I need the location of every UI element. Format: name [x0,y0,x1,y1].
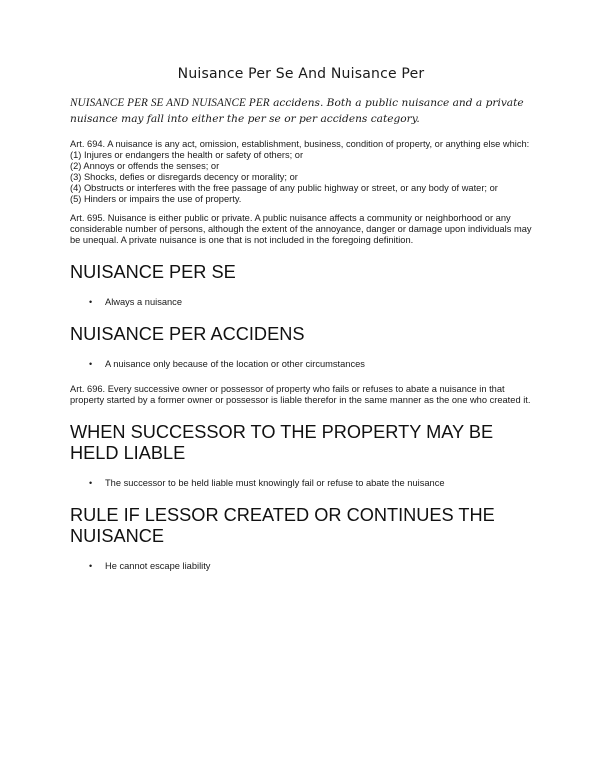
bullet-list-per-accidens [70,359,532,370]
bullet-icon: • [89,297,93,307]
intro-text: accidens. Both a public nuisance and a private nuisance may fall into either the per se or per accidens category. [70,97,524,125]
intro-paragraph [70,95,532,127]
document-title: Nuisance Per Se And Nuisance Per [177,66,425,82]
intro-caps-text: NUISANCE PER SE AND NUISANCE PER [70,97,270,109]
heading-nuisance-per-se: NUISANCE PER SE [70,262,236,282]
heading-nuisance-per-accidens: NUISANCE PER ACCIDENS [70,324,305,344]
bullet-list-lessor [70,561,532,572]
bullet-list-per-se [70,297,532,308]
bullet-text: Always a nuisance [105,297,182,307]
article-696: Art. 696. Every successive owner or possessor of property who fails or refuses to abate a nuisance in that property started by a former owner or possessor is liable therefor in the same manner as the one who created it. [70,384,531,405]
article-694-line: (4) Obstructs or interferes with the free passage of any public highway or street, or any body of water; or [70,183,498,193]
article-694-line: Art. 694. A nuisance is any act, omission, establishment, business, condition of property, or anything else which: [70,139,530,149]
article-694-line: (5) Hinders or impairs the use of property. [70,194,242,204]
list-item [70,359,532,370]
bullet-icon: • [89,359,93,369]
article-694-line: (1) Injures or endangers the health or safety of others; or [70,150,304,160]
article-694 [70,139,532,205]
bullet-list-successor [70,478,532,489]
bullet-text: The successor to be held liable must knowingly fail or refuse to abate the nuisance [105,478,445,488]
document-page [70,66,532,586]
list-item [70,478,532,489]
list-item [70,297,532,308]
heading-successor-liable: WHEN SUCCESSOR TO THE PROPERTY MAY BE HELD LIABLE [70,422,494,463]
list-item [70,561,532,572]
article-695: Art. 695. Nuisance is either public or private. A public nuisance affects a community or neighborhood or any considerable number of persons, although the extent of the annoyance, danger or damage upon individuals may be unequal. A private nuisance is one that is not included in the foregoing definition. [70,213,532,245]
article-694-line: (3) Shocks, defies or disregards decency or morality; or [70,172,298,182]
heading-lessor-rule: RULE IF LESSOR CREATED OR CONTINUES THE NUISANCE [70,505,495,546]
bullet-text: He cannot escape liability [105,561,211,571]
bullet-icon: • [89,478,93,488]
article-694-line: (2) Annoys or offends the senses; or [70,161,220,171]
bullet-icon: • [89,561,93,571]
bullet-text: A nuisance only because of the location or other circumstances [105,359,365,369]
